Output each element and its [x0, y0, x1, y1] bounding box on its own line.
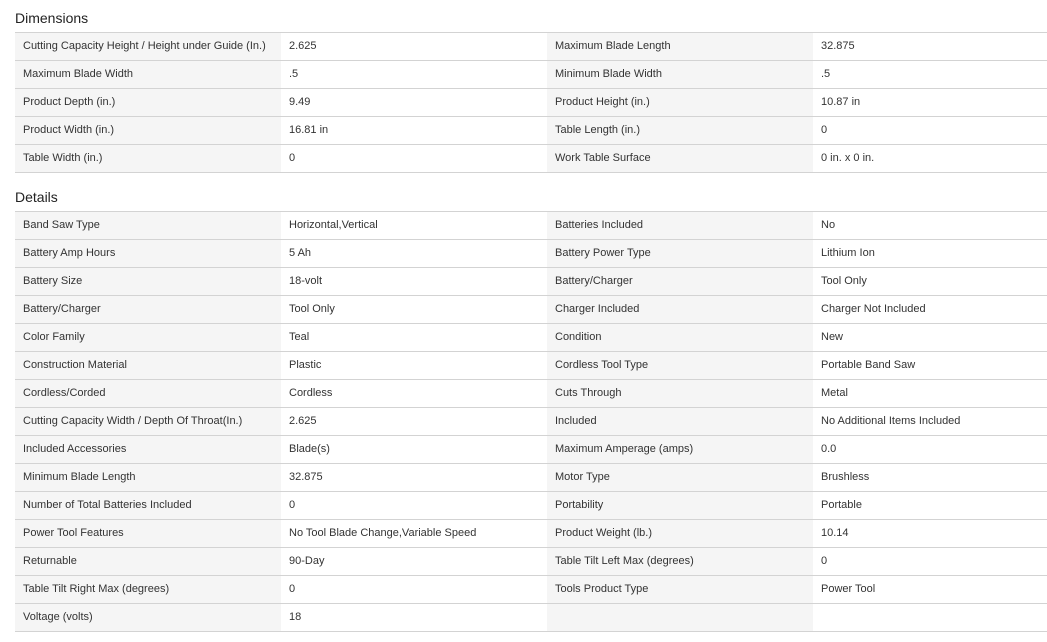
spec-value [813, 604, 1047, 631]
spec-value: Cordless [281, 380, 547, 407]
spec-label: Cutting Capacity Height / Height under Guide (In.) [15, 33, 281, 60]
spec-row [15, 352, 1047, 380]
spec-value: 0 [281, 492, 547, 519]
spec-label: Included [547, 408, 813, 435]
spec-row [15, 240, 1047, 268]
spec-row [15, 324, 1047, 352]
spec-value: Charger Not Included [813, 296, 1047, 323]
spec-row [15, 61, 1047, 89]
spec-value: Tool Only [281, 296, 547, 323]
spec-label: Table Tilt Left Max (degrees) [547, 548, 813, 575]
spec-value: 0 [281, 145, 547, 172]
spec-label: Batteries Included [547, 212, 813, 239]
spec-row [15, 33, 1047, 61]
spec-label: Voltage (volts) [15, 604, 281, 631]
spec-value: Lithium Ion [813, 240, 1047, 267]
spec-label: Product Depth (in.) [15, 89, 281, 116]
spec-value: Blade(s) [281, 436, 547, 463]
spec-label: Table Width (in.) [15, 145, 281, 172]
spec-label: Maximum Amperage (amps) [547, 436, 813, 463]
spec-value: 32.875 [281, 464, 547, 491]
spec-value: Metal [813, 380, 1047, 407]
spec-label: Product Width (in.) [15, 117, 281, 144]
spec-label: Battery/Charger [15, 296, 281, 323]
spec-value: Tool Only [813, 268, 1047, 295]
spec-value: Power Tool [813, 576, 1047, 603]
spec-row [15, 520, 1047, 548]
spec-label: Portability [547, 492, 813, 519]
spec-row [15, 436, 1047, 464]
spec-label: Power Tool Features [15, 520, 281, 547]
spec-row [15, 117, 1047, 145]
spec-row [15, 145, 1047, 173]
spec-label: Battery Size [15, 268, 281, 295]
spec-label: Number of Total Batteries Included [15, 492, 281, 519]
spec-value: No Tool Blade Change,Variable Speed [281, 520, 547, 547]
spec-label: Cutting Capacity Width / Depth Of Throat(In.) [15, 408, 281, 435]
spec-value: Portable Band Saw [813, 352, 1047, 379]
details-table [15, 211, 1047, 632]
spec-label: Color Family [15, 324, 281, 351]
spec-label: Product Height (in.) [547, 89, 813, 116]
spec-value: Horizontal,Vertical [281, 212, 547, 239]
spec-value: .5 [813, 61, 1047, 88]
spec-row [15, 576, 1047, 604]
spec-value: 18 [281, 604, 547, 631]
spec-label: Table Tilt Right Max (degrees) [15, 576, 281, 603]
spec-label: Product Weight (lb.) [547, 520, 813, 547]
spec-value: .5 [281, 61, 547, 88]
spec-row [15, 380, 1047, 408]
spec-row [15, 604, 1047, 632]
spec-label: Battery Amp Hours [15, 240, 281, 267]
spec-label: Tools Product Type [547, 576, 813, 603]
spec-row [15, 89, 1047, 117]
spec-row [15, 296, 1047, 324]
spec-label: Cuts Through [547, 380, 813, 407]
spec-value: No Additional Items Included [813, 408, 1047, 435]
spec-value: 16.81 in [281, 117, 547, 144]
spec-value: Portable [813, 492, 1047, 519]
spec-label: Battery Power Type [547, 240, 813, 267]
spec-value: 18-volt [281, 268, 547, 295]
spec-value: 2.625 [281, 408, 547, 435]
spec-value: New [813, 324, 1047, 351]
spec-value: 0 [813, 117, 1047, 144]
spec-value: 90-Day [281, 548, 547, 575]
spec-row [15, 408, 1047, 436]
spec-row [15, 212, 1047, 240]
spec-row [15, 548, 1047, 576]
spec-value: No [813, 212, 1047, 239]
spec-label: Cordless/Corded [15, 380, 281, 407]
dimensions-section-title: Dimensions [15, 10, 89, 26]
spec-label: Included Accessories [15, 436, 281, 463]
spec-label: Returnable [15, 548, 281, 575]
spec-value: 9.49 [281, 89, 547, 116]
spec-label: Minimum Blade Length [15, 464, 281, 491]
spec-label: Band Saw Type [15, 212, 281, 239]
spec-row [15, 464, 1047, 492]
spec-value: 32.875 [813, 33, 1047, 60]
spec-label: Motor Type [547, 464, 813, 491]
spec-value: 0 [281, 576, 547, 603]
spec-value: 5 Ah [281, 240, 547, 267]
spec-label: Table Length (in.) [547, 117, 813, 144]
spec-label: Charger Included [547, 296, 813, 323]
spec-label: Maximum Blade Width [15, 61, 281, 88]
spec-value: 2.625 [281, 33, 547, 60]
spec-value: 0 in. x 0 in. [813, 145, 1047, 172]
spec-label: Cordless Tool Type [547, 352, 813, 379]
details-section-title: Details [15, 189, 58, 205]
spec-label: Work Table Surface [547, 145, 813, 172]
spec-value: Brushless [813, 464, 1047, 491]
spec-label: Battery/Charger [547, 268, 813, 295]
spec-label [547, 604, 813, 631]
spec-label: Construction Material [15, 352, 281, 379]
spec-value: 10.14 [813, 520, 1047, 547]
spec-value: 0.0 [813, 436, 1047, 463]
spec-label: Maximum Blade Length [547, 33, 813, 60]
spec-value: 10.87 in [813, 89, 1047, 116]
spec-label: Condition [547, 324, 813, 351]
spec-value: Plastic [281, 352, 547, 379]
spec-value: 0 [813, 548, 1047, 575]
spec-value: Teal [281, 324, 547, 351]
spec-label: Minimum Blade Width [547, 61, 813, 88]
dimensions-table [15, 32, 1047, 173]
spec-row [15, 268, 1047, 296]
spec-row [15, 492, 1047, 520]
